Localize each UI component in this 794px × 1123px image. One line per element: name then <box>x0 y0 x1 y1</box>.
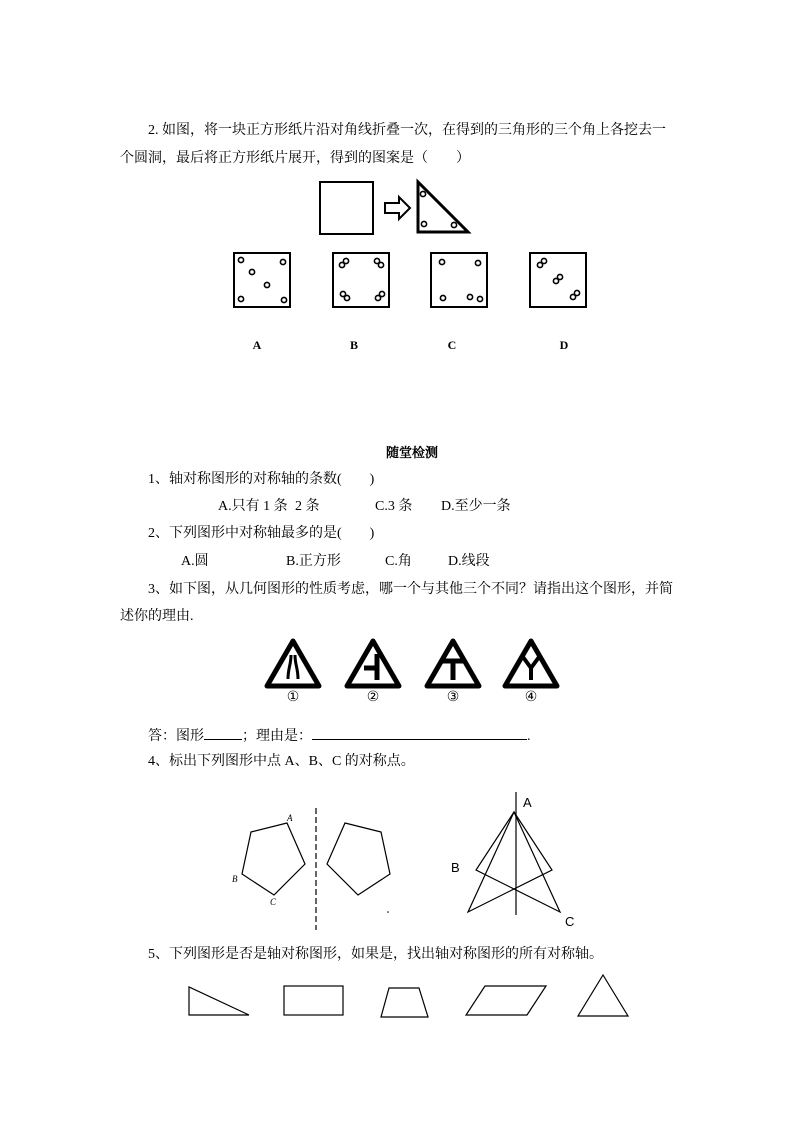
sign-number-2: ② <box>366 689 380 705</box>
check-q2-stem: 2、下列图形中对称轴最多的是( ) <box>148 526 375 541</box>
hole <box>557 274 562 279</box>
choice-label-b: B <box>349 338 359 352</box>
sign-number-4: ④ <box>524 689 538 705</box>
pentagon-label-a: A <box>287 813 293 823</box>
choice-b-square <box>333 253 389 307</box>
hole <box>344 295 349 300</box>
check-q1-option-d: D.至少一条 <box>441 499 511 514</box>
paper-square <box>320 182 373 234</box>
q5-shapes <box>189 975 628 1017</box>
answer-suffix: . <box>527 729 531 744</box>
parallelogram <box>466 986 546 1015</box>
hole <box>440 295 445 300</box>
triangle-label-b: B <box>451 860 460 875</box>
choice-d-square <box>530 253 586 307</box>
right-pentagon <box>327 823 390 895</box>
check-q1-stem: 1、轴对称图形的对称轴的条数( ) <box>148 472 375 487</box>
question-2-line-2: 个圆洞，最后将正方形纸片展开，得到的图案是（ ） <box>120 151 470 166</box>
triangle <box>578 975 628 1016</box>
hole <box>467 294 472 299</box>
hole <box>378 262 383 267</box>
road-sign-4 <box>505 641 557 686</box>
hole <box>238 257 243 262</box>
fold-figure <box>320 182 468 234</box>
check-q1-option-c: C.3 条 <box>375 499 413 514</box>
hole <box>541 258 546 263</box>
check-q5-stem: 5、下列图形是否是轴对称图形，如果是，找出轴对称图形的所有对称轴。 <box>148 947 603 962</box>
pentagon-label-b: B <box>232 874 238 884</box>
road-sign-1 <box>267 641 319 686</box>
section-title: 随堂检测 <box>385 445 439 460</box>
hole <box>451 222 456 227</box>
choice-a-square <box>234 253 290 307</box>
choice-label-a: A <box>252 338 262 352</box>
check-q2-option-a: A.圆 <box>181 554 209 569</box>
road-sign-2 <box>347 641 399 686</box>
check-q2-option-b: B.正方形 <box>286 554 341 569</box>
hole <box>238 296 243 301</box>
hole <box>379 291 384 296</box>
stray-mark <box>387 911 389 913</box>
triangle-label-c: C <box>565 914 575 929</box>
choice-c-square <box>431 253 487 307</box>
answer-middle: ；理由是： <box>242 729 312 744</box>
right-triangle <box>189 987 249 1015</box>
question-2-line-1: 2. 如图，将一块正方形纸片沿对角线折叠一次，在得到的三角形的三个角上各挖去一 <box>148 123 666 138</box>
hole <box>420 191 425 196</box>
choice-label-c: C <box>447 338 457 352</box>
hole <box>475 260 480 265</box>
hole <box>264 282 269 287</box>
trapezoid <box>381 988 428 1017</box>
left-pentagon <box>242 823 305 895</box>
road-sign-3 <box>427 641 479 686</box>
choice-label-d: D <box>559 338 569 352</box>
answer-prefix: 答：图形 <box>148 729 204 744</box>
check-q1-option-a: A.只有 1 条 <box>218 499 288 514</box>
check-q3-line-1: 3、如下图，从几何图形的性质考虑，哪一个与其他三个不同？请指出这个图形，并简 <box>148 582 673 597</box>
hole <box>249 269 254 274</box>
hole <box>343 258 348 263</box>
hole <box>439 259 444 264</box>
hole <box>574 290 579 295</box>
sign-number-3: ③ <box>446 689 460 705</box>
triangle-holes <box>420 191 456 227</box>
hole <box>477 296 482 301</box>
hole <box>280 259 285 264</box>
check-q2-option-c: C.角 <box>385 554 412 569</box>
check-q4-stem: 4、标出下列图形中点 A、B、C 的对称点。 <box>148 754 415 769</box>
arrow-right-icon <box>385 197 410 219</box>
check-q1-option-b: 2 条 <box>295 499 320 514</box>
triangle-figure <box>468 792 560 915</box>
triangle-label-a: A <box>523 795 532 810</box>
hole <box>281 297 286 302</box>
sign-number-1: ① <box>286 689 300 705</box>
hole <box>421 221 426 226</box>
check-q2-option-d: D.线段 <box>448 554 490 569</box>
pentagon-label-c: C <box>270 897 277 907</box>
rectangle <box>284 986 343 1015</box>
pentagon-figure <box>242 808 390 930</box>
check-q3-line-2: 述你的理由. <box>120 609 194 624</box>
